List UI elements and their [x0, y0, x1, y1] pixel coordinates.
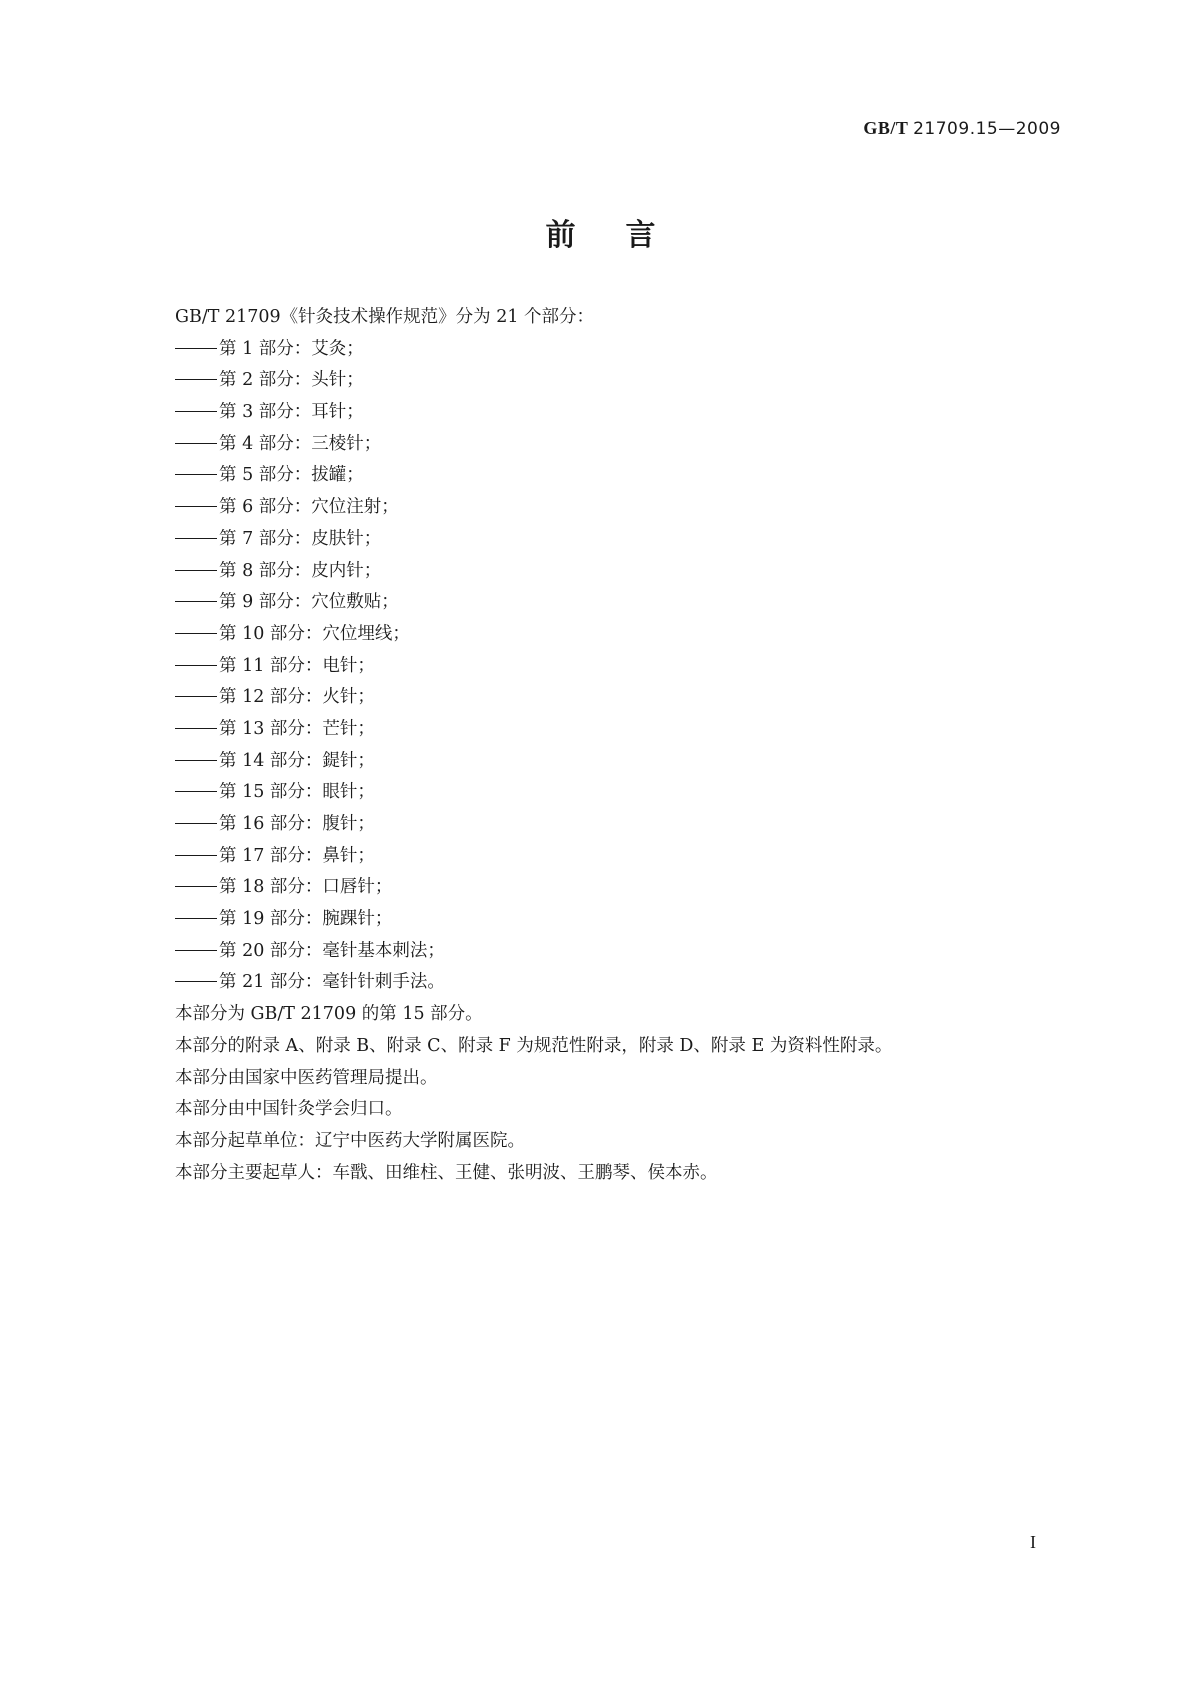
- em-dash: [175, 411, 217, 412]
- part-item-text: 第 13 部分：芒针；: [219, 718, 375, 739]
- standard-code-number: 21709.15—2009: [913, 119, 1061, 139]
- em-dash: [175, 443, 217, 444]
- part-item-text: 第 8 部分：皮内针；: [219, 560, 382, 581]
- part-item: [175, 619, 1035, 651]
- statement-line: 本部分起草单位：辽宁中医药大学附属医院。: [175, 1130, 525, 1151]
- em-dash: [175, 823, 217, 824]
- em-dash: [175, 538, 217, 539]
- part-item-text: 第 19 部分：腕踝针；: [219, 909, 393, 930]
- part-item: [175, 429, 1035, 461]
- part-item-text: 第 11 部分：电针；: [219, 655, 375, 676]
- part-item: [175, 841, 1035, 873]
- part-item-text: 第 6 部分：穴位注射；: [219, 497, 399, 518]
- part-item-text: 第 3 部分：耳针；: [219, 402, 364, 423]
- part-item: [175, 397, 1035, 429]
- part-item: [175, 714, 1035, 746]
- part-item-text: 第 14 部分：鍉针；: [219, 750, 375, 771]
- em-dash: [175, 601, 217, 602]
- em-dash: [175, 696, 217, 697]
- em-dash: [175, 348, 217, 349]
- part-item: [175, 365, 1035, 397]
- part-item: [175, 936, 1035, 968]
- em-dash: [175, 918, 217, 919]
- part-item-text: 第 21 部分：毫针针刺手法。: [219, 972, 445, 993]
- part-item-text: 第 1 部分：艾灸；: [219, 338, 364, 359]
- part-item: [175, 492, 1035, 524]
- statement-line: 本部分为 GB/T 21709 的第 15 部分。: [175, 1004, 483, 1025]
- part-item: [175, 460, 1035, 492]
- part-item-text: 第 9 部分：穴位敷贴；: [219, 592, 399, 613]
- em-dash: [175, 728, 217, 729]
- part-item-text: 第 5 部分：拔罐；: [219, 465, 364, 486]
- standard-code-header: [863, 118, 1061, 139]
- part-item-text: 第 7 部分：皮肤针；: [219, 528, 382, 549]
- part-item-text: 第 20 部分：毫针基本刺法；: [219, 940, 445, 961]
- em-dash: [175, 855, 217, 856]
- part-item-text: 第 2 部分：头针；: [219, 370, 364, 391]
- em-dash: [175, 981, 217, 982]
- em-dash: [175, 506, 217, 507]
- part-item: [175, 777, 1035, 809]
- part-item: [175, 334, 1035, 366]
- part-item: [175, 967, 1035, 999]
- em-dash: [175, 665, 217, 666]
- part-item-text: 第 4 部分：三棱针；: [219, 433, 382, 454]
- part-item: [175, 809, 1035, 841]
- part-item: [175, 651, 1035, 683]
- em-dash: [175, 379, 217, 380]
- em-dash: [175, 760, 217, 761]
- part-item-text: 第 17 部分：鼻针；: [219, 845, 375, 866]
- statement-line: 本部分的附录 A、附录 B、附录 C、附录 F 为规范性附录，附录 D、附录 E 为资料性附录。: [175, 1035, 893, 1056]
- part-item-text: 第 15 部分：眼针；: [219, 782, 375, 803]
- em-dash: [175, 633, 217, 634]
- standard-code-prefix: GB/T: [863, 118, 909, 138]
- statement-line: 本部分由国家中医药管理局提出。: [175, 1067, 438, 1088]
- part-item-text: 第 10 部分：穴位埋线；: [219, 623, 410, 644]
- part-item-text: 第 16 部分：腹针；: [219, 814, 375, 834]
- page-number: I: [1030, 1532, 1036, 1552]
- part-item: [175, 872, 1035, 904]
- statement-line: 本部分由中国针灸学会归口。: [175, 1099, 403, 1120]
- em-dash: [175, 570, 217, 571]
- foreword-body: [175, 302, 1035, 1189]
- part-item: [175, 746, 1035, 778]
- part-item: [175, 524, 1035, 556]
- em-dash: [175, 791, 217, 792]
- part-item: [175, 904, 1035, 936]
- statement-line: 本部分主要起草人：车戬、田维柱、王健、张明波、王鹏琴、侯本赤。: [175, 1162, 718, 1183]
- part-item-text: 第 18 部分：口唇针；: [219, 877, 393, 898]
- em-dash: [175, 474, 217, 475]
- intro-line: GB/T 21709《针灸技术操作规范》分为 21 个部分：: [175, 307, 595, 327]
- page-title: 前言: [545, 218, 706, 253]
- part-item-text: 第 12 部分：火针；: [219, 687, 375, 708]
- part-item: [175, 587, 1035, 619]
- part-item: [175, 682, 1035, 714]
- em-dash: [175, 950, 217, 951]
- em-dash: [175, 886, 217, 887]
- part-item: [175, 556, 1035, 588]
